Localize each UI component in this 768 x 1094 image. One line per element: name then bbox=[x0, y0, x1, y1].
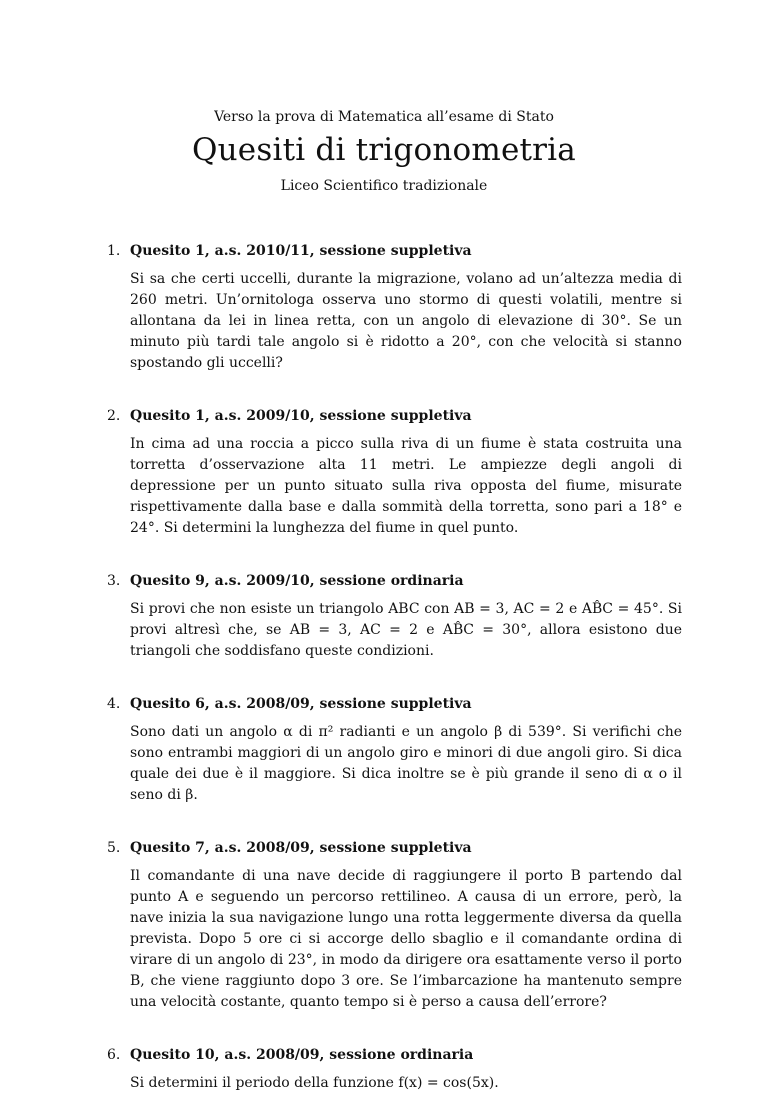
question-number: 2. bbox=[107, 408, 121, 424]
question-text: Si sa che certi uccelli, durante la migrazione, volano ad un’altezza media di 260 metri. Un’ornitologa osserva uno stormo di questi volatili, mentre si allontana da lei in linea retta, con un angolo di elevazione di 30°. Se un minuto più tardi tale angolo si è ridotto a 20°, con che velocità si stanno spostando gli uccelli? bbox=[130, 271, 682, 371]
question-item bbox=[107, 696, 682, 806]
question-number: 4. bbox=[107, 696, 121, 712]
question-item bbox=[107, 840, 682, 1013]
question-title: Quesito 1, a.s. 2010/11, sessione suppletiva bbox=[130, 243, 472, 259]
document-title: Quesiti di trigonometria bbox=[192, 132, 576, 168]
question-title: Quesito 9, a.s. 2009/10, sessione ordinaria bbox=[130, 573, 464, 589]
question-text: In cima ad una roccia a picco sulla riva di un fiume è stata costruita una torretta d’osservazione alta 11 metri. Le ampiezze degli angoli di depressione per un punto situato sulla riva opposta del fiume, misurate rispettivamente dalla base e dalla sommità della torretta, sono pari a 18° e 24°. Si determini la lunghezza del fiume in quel punto. bbox=[130, 436, 682, 536]
question-number: 3. bbox=[107, 573, 121, 589]
questions-list bbox=[107, 243, 682, 1094]
question-title: Quesito 6, a.s. 2008/09, sessione suppletiva bbox=[130, 696, 472, 712]
question-item bbox=[107, 1047, 682, 1094]
question-title: Quesito 10, a.s. 2008/09, sessione ordinaria bbox=[130, 1047, 474, 1063]
question-number: 1. bbox=[107, 243, 121, 259]
question-text: Si provi che non esiste un triangolo ABC con AB = 3, AC = 2 e AB̂C = 45°. Si provi altresì che, se AB = 3, AC = 2 e AB̂C = 30°, allora esistono due triangoli che soddisfano queste condizioni. bbox=[130, 601, 682, 659]
question-item bbox=[107, 243, 682, 374]
question-item bbox=[107, 408, 682, 539]
question-title: Quesito 7, a.s. 2008/09, sessione suppletiva bbox=[130, 840, 472, 856]
question-title: Quesito 1, a.s. 2009/10, sessione suppletiva bbox=[130, 408, 472, 424]
question-number: 5. bbox=[107, 840, 121, 856]
document-school: Liceo Scientifico tradizionale bbox=[280, 178, 488, 194]
question-text: Si determini il periodo della funzione f(x) = cos(5x). bbox=[130, 1075, 499, 1091]
question-text: Sono dati un angolo α di π² radianti e un angolo β di 539°. Si verifichi che sono entrambi maggiori di un angolo giro e minori di due angoli giro. Si dica quale dei due è il maggiore. Si dica inoltre se è più grande il seno di α o il seno di β. bbox=[130, 724, 682, 803]
question-text: Il comandante di una nave decide di raggiungere il porto B partendo dal punto A e seguendo un percorso rettilineo. A causa di un errore, però, la nave inizia la sua navigazione lungo una rotta leggermente diversa da quella prevista. Dopo 5 ore ci si accorge dello sbaglio e il comandante ordina di virare di un angolo di 23°, in modo da dirigere ora esattamente verso il porto B, che viene raggiunto dopo 3 ore. Se l’imbarcazione ha mantenuto sempre una velocità costante, quanto tempo si è perso a causa dell’errore? bbox=[130, 868, 682, 1010]
question-item bbox=[107, 573, 682, 662]
document-subtitle: Verso la prova di Matematica all’esame di Stato bbox=[214, 109, 554, 125]
question-number: 6. bbox=[107, 1047, 121, 1063]
